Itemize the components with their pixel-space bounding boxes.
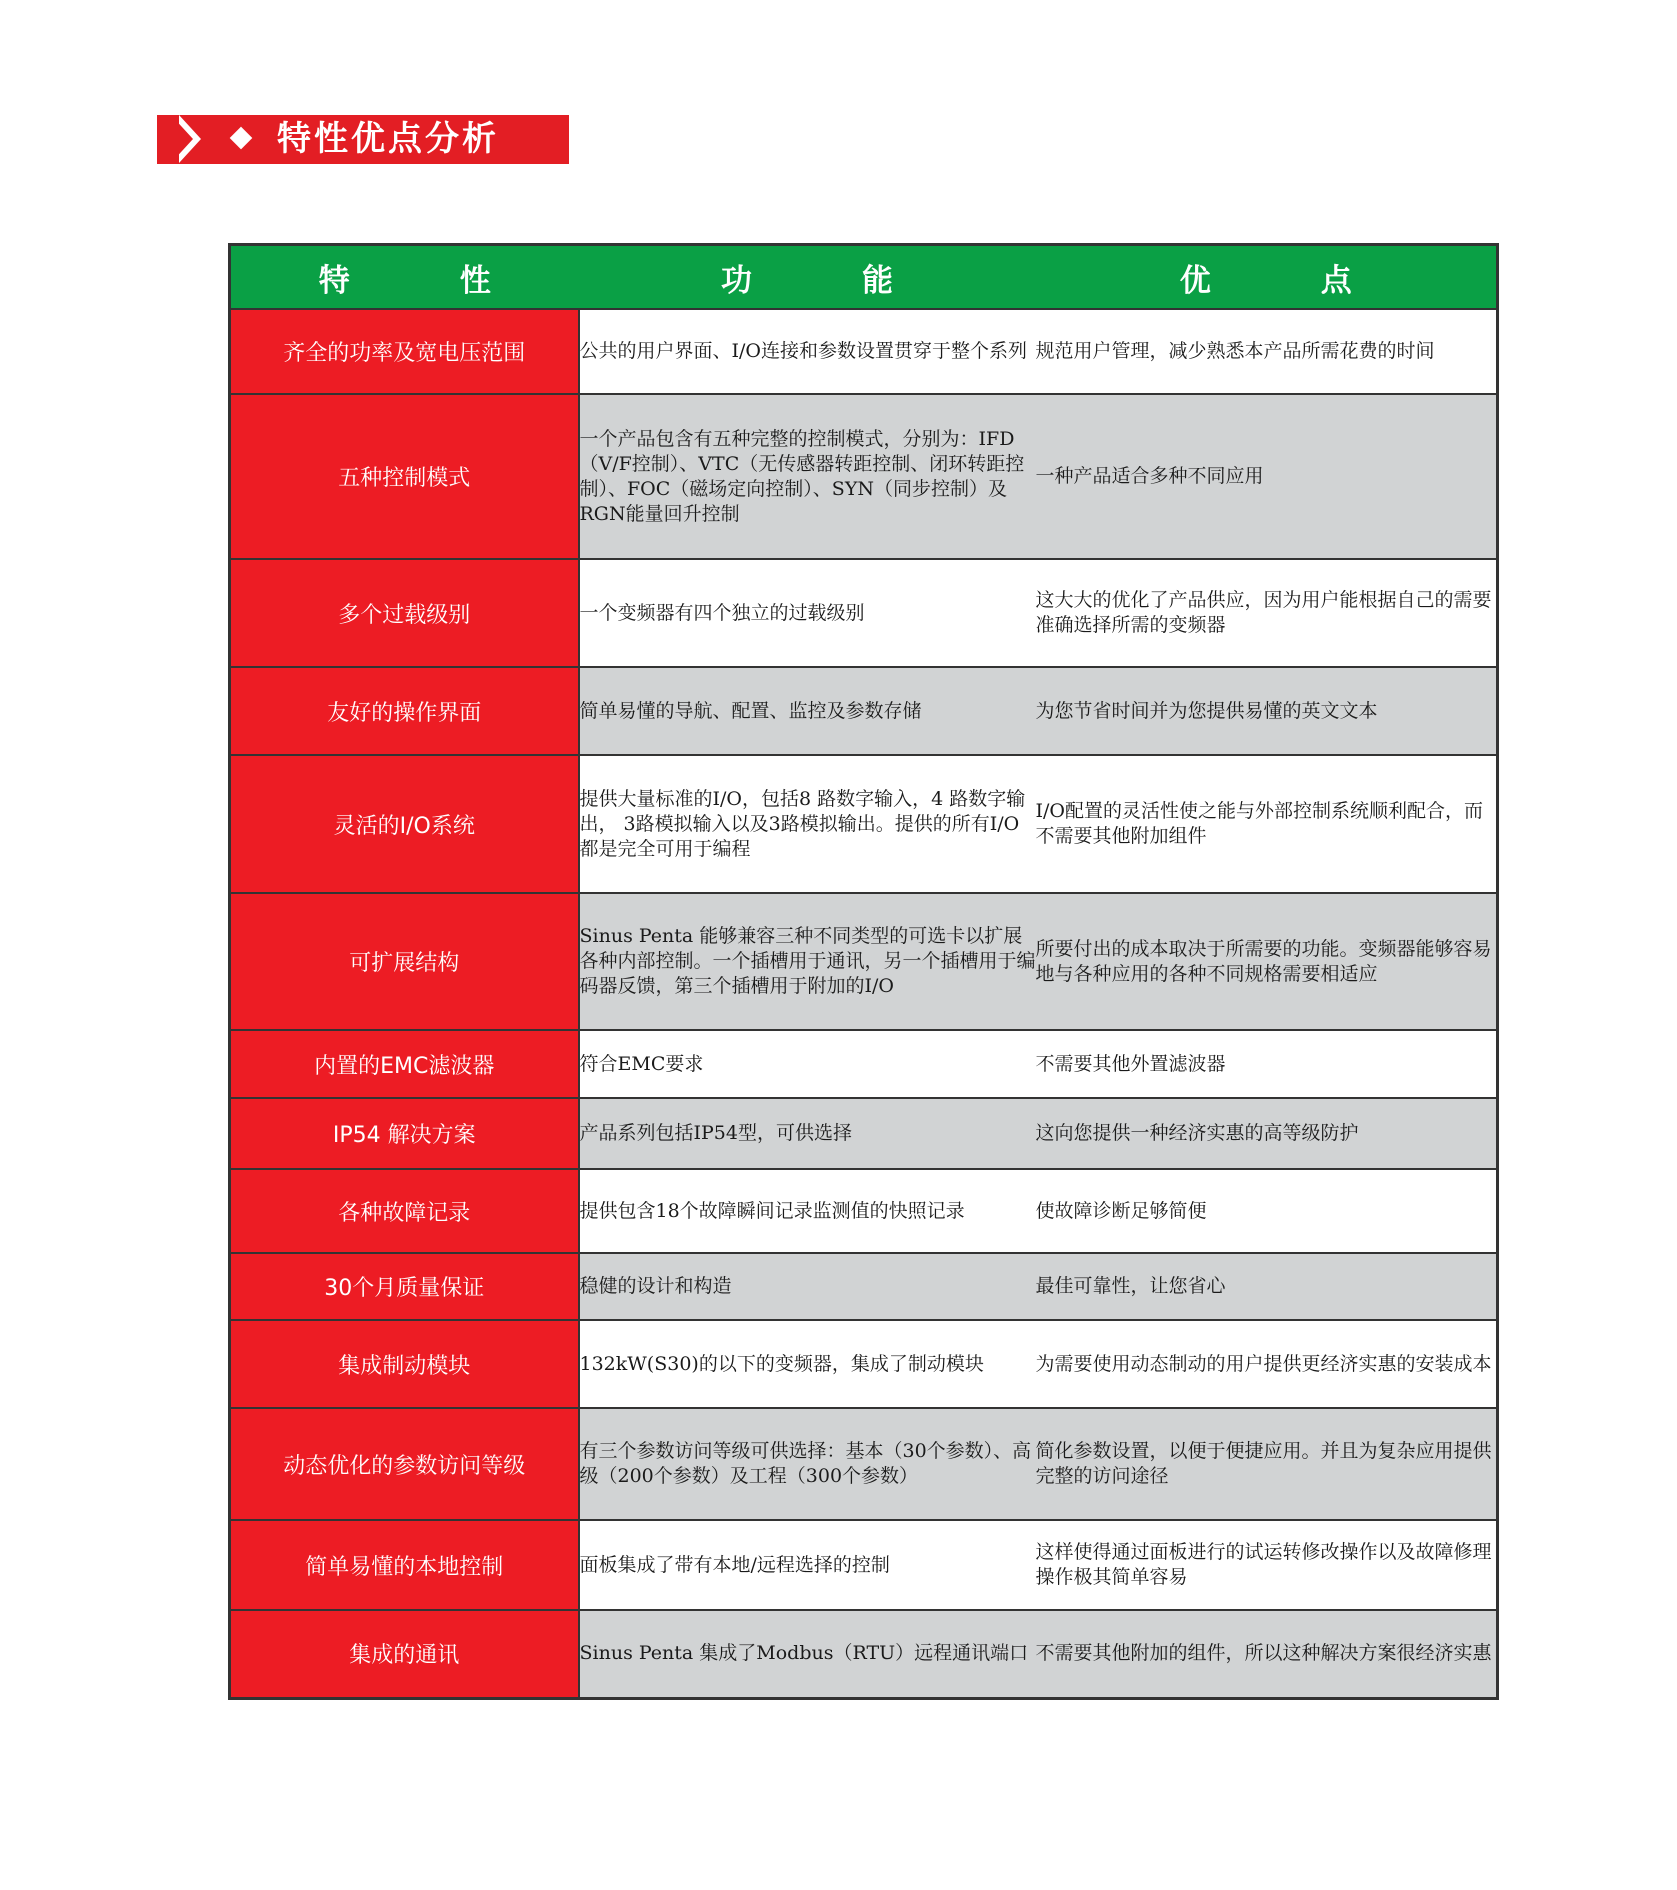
advantage-cell: 这大大的优化了产品供应，因为用户能根据自己的需要准确选择所需的变频器: [1036, 559, 1498, 667]
feature-cell: 集成的通讯: [230, 1610, 579, 1698]
table-row: [230, 1408, 1498, 1520]
feature-cell: 齐全的功率及宽电压范围: [230, 309, 579, 394]
feature-cell: IP54 解决方案: [230, 1098, 579, 1169]
advantage-cell: 一种产品适合多种不同应用: [1036, 394, 1498, 559]
table-row: [230, 1253, 1498, 1320]
feature-cell: 30个月质量保证: [230, 1253, 579, 1320]
section-title: 特性优点分析: [277, 119, 499, 159]
advantage-cell: 不需要其他外置滤波器: [1036, 1030, 1498, 1098]
header-feature-char-1: 特: [318, 262, 350, 299]
feature-cell: 可扩展结构: [230, 893, 579, 1030]
table-row: [230, 559, 1498, 667]
header-feature: [230, 245, 579, 310]
feature-cell: 动态优化的参数访问等级: [230, 1408, 579, 1520]
chevron-cutout: [171, 115, 193, 163]
header-function: [579, 245, 1036, 310]
feature-cell: 友好的操作界面: [230, 667, 579, 755]
advantage-cell: 这向您提供一种经济实惠的高等级防护: [1036, 1098, 1498, 1169]
advantage-cell: 这样使得通过面板进行的试运转修改操作以及故障修理操作极其简单容易: [1036, 1520, 1498, 1610]
advantage-cell: 使故障诊断足够简便: [1036, 1169, 1498, 1253]
table-row: [230, 309, 1498, 394]
table-row: [230, 893, 1498, 1030]
feature-cell: 五种控制模式: [230, 394, 579, 559]
table-row: [230, 667, 1498, 755]
function-cell: Sinus Penta 能够兼容三种不同类型的可选卡以扩展各种内部控制。一个插槽用于通讯，另一个插槽用于编码器反馈，第三个插槽用于附加的I/O: [579, 893, 1036, 1030]
section-banner: [157, 115, 569, 164]
function-cell: 面板集成了带有本地/远程选择的控制: [579, 1520, 1036, 1610]
function-cell: Sinus Penta 集成了Modbus（RTU）远程通讯端口: [579, 1610, 1036, 1698]
table-row: [230, 1610, 1498, 1698]
header-function-char-1: 功: [721, 262, 752, 299]
table-row: [230, 1098, 1498, 1169]
function-cell: 符合EMC要求: [579, 1030, 1036, 1098]
advantage-cell: 不需要其他附加的组件，所以这种解决方案很经济实惠: [1036, 1610, 1498, 1698]
advantage-cell: 最佳可靠性，让您省心: [1036, 1253, 1498, 1320]
function-cell: 公共的用户界面、I/O连接和参数设置贯穿于整个系列: [579, 309, 1036, 394]
advantage-cell: 为您节省时间并为您提供易懂的英文文本: [1036, 667, 1498, 755]
function-cell: 一个变频器有四个独立的过载级别: [579, 559, 1036, 667]
feature-cell: 多个过载级别: [230, 559, 579, 667]
table-header-row: [230, 245, 1498, 310]
function-cell: 简单易懂的导航、配置、监控及参数存储: [579, 667, 1036, 755]
function-cell: 132kW(S30)的以下的变频器，集成了制动模块: [579, 1320, 1036, 1408]
advantage-cell: I/O配置的灵活性使之能与外部控制系统顺利配合，而不需要其他附加组件: [1036, 755, 1498, 893]
feature-cell: 各种故障记录: [230, 1169, 579, 1253]
header-advantage: [1036, 245, 1498, 310]
header-feature-char-2: 性: [459, 262, 491, 299]
function-cell: 提供大量标准的I/O，包括8 路数字输入，4 路数字输出， 3路模拟输入以及3路模拟输出。提供的所有I/O都是完全可用于编程: [579, 755, 1036, 893]
function-cell: 提供包含18个故障瞬间记录监测值的快照记录: [579, 1169, 1036, 1253]
advantage-cell: 所要付出的成本取决于所需要的功能。变频器能够容易地与各种应用的各种不同规格需要相适应: [1036, 893, 1498, 1030]
advantage-cell: 规范用户管理，减少熟悉本产品所需花费的时间: [1036, 309, 1498, 394]
table-row: [230, 755, 1498, 893]
diamond-icon: [230, 127, 253, 150]
table-row: [230, 1030, 1498, 1098]
table-row: [230, 394, 1498, 559]
feature-table: [228, 243, 1499, 1700]
table-row: [230, 1320, 1498, 1408]
function-cell: 有三个参数访问等级可供选择：基本（30个参数）、高级（200个参数）及工程（300个参数）: [579, 1408, 1036, 1520]
feature-cell: 集成制动模块: [230, 1320, 579, 1408]
header-advantage-char-1: 优: [1179, 262, 1211, 299]
advantage-cell: 为需要使用动态制动的用户提供更经济实惠的安装成本: [1036, 1320, 1498, 1408]
header-function-char-2: 能: [862, 262, 893, 299]
function-cell: 稳健的设计和构造: [579, 1253, 1036, 1320]
advantage-cell: 简化参数设置，以便于便捷应用。并且为复杂应用提供完整的访问途径: [1036, 1408, 1498, 1520]
feature-cell: 内置的EMC滤波器: [230, 1030, 579, 1098]
function-cell: 产品系列包括IP54型，可供选择: [579, 1098, 1036, 1169]
feature-cell: 灵活的I/O系统: [230, 755, 579, 893]
table-row: [230, 1520, 1498, 1610]
feature-cell: 简单易懂的本地控制: [230, 1520, 579, 1610]
function-cell: 一个产品包含有五种完整的控制模式，分别为：IFD（V/F控制）、VTC（无传感器转距控制、闭环转距控制）、FOC（磁场定向控制）、SYN（同步控制）及RGN能量回升控制: [579, 394, 1036, 559]
table-row: [230, 1169, 1498, 1253]
header-advantage-char-2: 点: [1320, 262, 1352, 299]
